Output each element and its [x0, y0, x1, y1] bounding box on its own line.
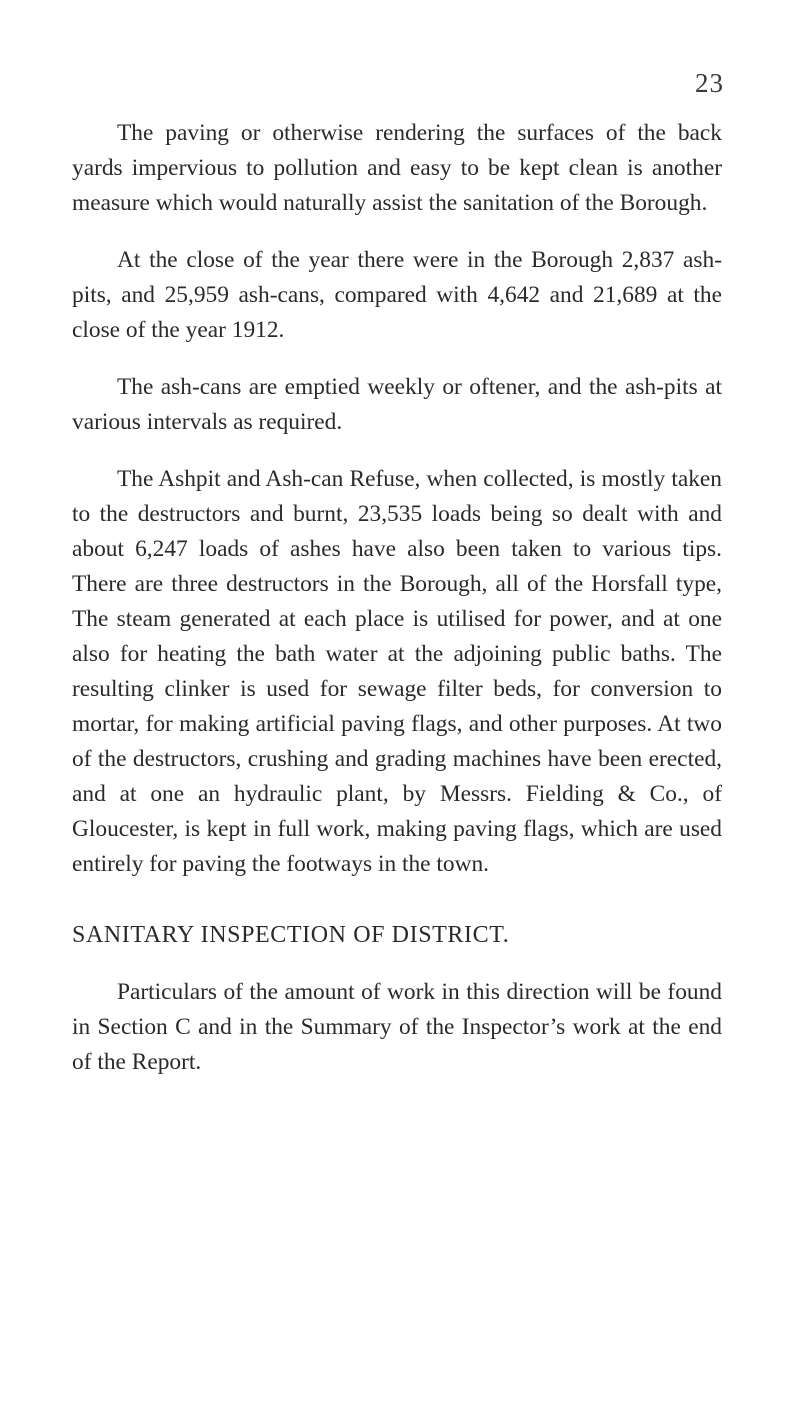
paragraph-ash-cans-emptied: The ash-cans are emptied weekly or oftener, and the ash-pits at various intervals as required.	[72, 374, 722, 435]
body-text	[72, 116, 722, 1080]
page-number: 23	[695, 68, 724, 98]
paragraph-destructors: The Ashpit and Ash-can Refuse, when collected, is mostly taken to the destructors and burnt, 23,535 loads being so dealt with and about 6,247 loads of ashes have also been taken to various tips. There are three destructors in the Borough, all of the Horsfall type, The steam generated at each place is utilised for power, and at one also for heating the bath water at the adjoining public baths. The resulting clinker is used for sewage filter beds, for conversion to mortar, for making artificial paving flags, and other purposes. At two of the destructors, crushing and grading machines have been erected, and at one an hydraulic plant, by Messrs. Fielding & Co., of Gloucester, is kept in full work, making paving flags, which are used entirely for paving the footways in the town.	[72, 466, 722, 877]
paragraph-sanitary-inspection: Particulars of the amount of work in this direction will be found in Section C and in the Summary of the Inspector’s work at the end of the Report.	[72, 979, 722, 1075]
section-heading: SANITARY INSPECTION OF DISTRICT.	[72, 922, 510, 948]
paragraph-ash-pits-count: At the close of the year there were in the Borough 2,837 ash-pits, and 25,959 ash-cans, compared with 4,642 and 21,689 at the close of the year 1912.	[72, 247, 722, 343]
paragraph-back-yards: The paving or otherwise rendering the surfaces of the back yards impervious to pollution and easy to be kept clean is another measure which would naturally assist the sanitation of the Borough.	[72, 120, 722, 216]
